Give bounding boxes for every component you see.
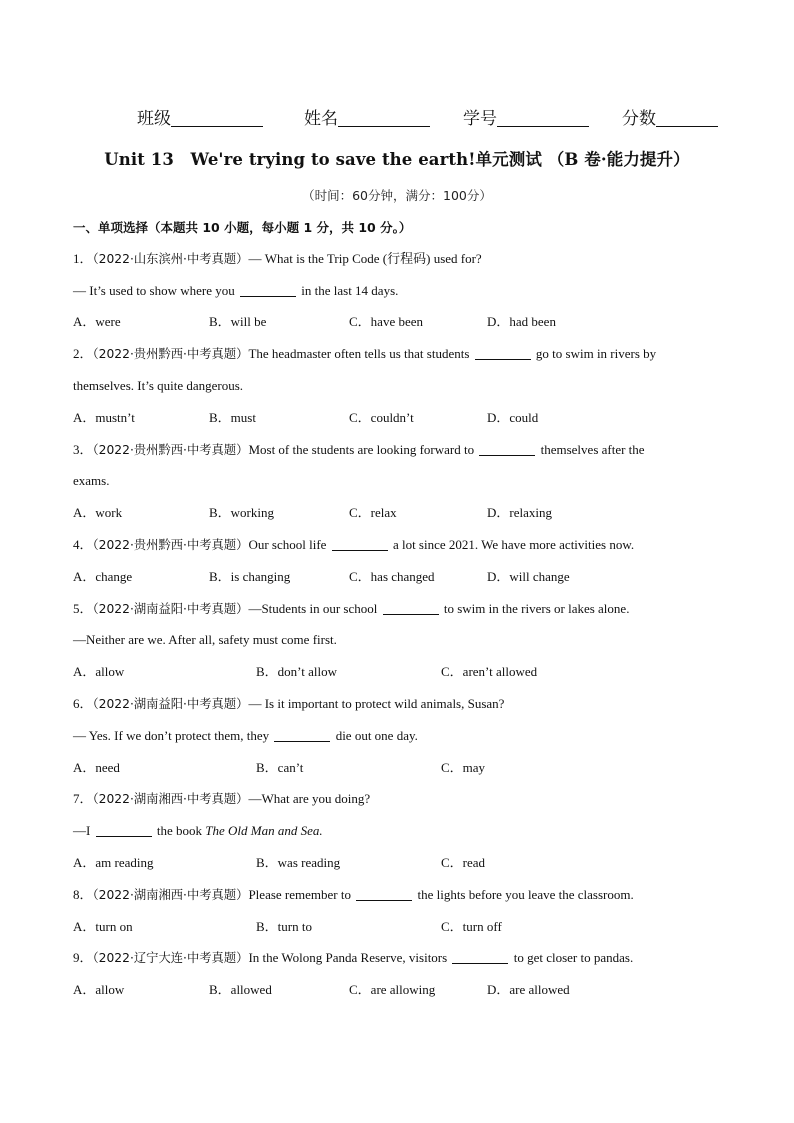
question-9-option-a[interactable]: A．allow (73, 982, 125, 997)
question-2-option-b[interactable]: B．must (209, 410, 256, 425)
question-1-option-c[interactable]: C．have been (349, 314, 424, 329)
question-6-option-b[interactable]: B．can’t (256, 760, 304, 775)
section-heading: 一、单项选择（本题共 10 小题，每小题 1 分，共 10 分。） (73, 220, 412, 235)
answer-blank[interactable] (479, 442, 535, 456)
question-4-option-b[interactable]: B．is changing (209, 569, 291, 584)
name-blank[interactable] (338, 108, 430, 127)
question-5-line2: —Neither are we. After all, safety must come first. (73, 632, 337, 647)
name-field[interactable]: 姓名 (304, 104, 430, 129)
question-5-option-b[interactable]: B．don’t allow (256, 664, 338, 679)
question-9-option-c[interactable]: C．are allowing (349, 982, 436, 997)
score-field[interactable]: 分数 (622, 104, 718, 129)
question-5-option-c[interactable]: C．aren’t allowed (441, 664, 538, 679)
question-2-line2: themselves. It’s quite dangerous. (73, 378, 244, 393)
question-4-stem: 4．（2022·贵州黔西·中考真题）Our school life a lot since 2021. We have more activities now. (73, 537, 635, 552)
question-2-option-a[interactable]: A．mustn’t (73, 410, 135, 425)
question-6-option-a[interactable]: A．need (73, 760, 120, 775)
question-3-option-d[interactable]: D．relaxing (487, 505, 552, 520)
answer-blank[interactable] (274, 728, 330, 742)
answer-blank[interactable] (475, 346, 531, 360)
answer-blank[interactable] (96, 823, 152, 837)
question-6-line2: — Yes. If we don’t protect them, they die out one day. (73, 728, 418, 743)
answer-blank[interactable] (240, 283, 296, 297)
question-7-option-c[interactable]: C．read (441, 855, 486, 870)
question-8-option-b[interactable]: B．turn to (256, 919, 312, 934)
question-2-stem: 2．（2022·贵州黔西·中考真题）The headmaster often tells us that students go to swim in rivers by (73, 346, 657, 361)
question-4-option-d[interactable]: D．will change (487, 569, 570, 584)
page-title: Unit 13 We're trying to save the earth!单元测试 （B 卷·能力提升） (104, 150, 690, 169)
answer-blank[interactable] (332, 537, 388, 551)
question-6-stem: 6．（2022·湖南益阳·中考真题）— Is it important to protect wild animals, Susan? (73, 696, 505, 711)
question-1-option-d[interactable]: D．had been (487, 314, 556, 329)
class-blank[interactable] (171, 108, 263, 127)
question-5-stem: 5．（2022·湖南益阳·中考真题）—Students in our school to swim in the rivers or lakes alone. (73, 601, 630, 616)
question-3-stem: 3．（2022·贵州黔西·中考真题）Most of the students are looking forward to themselves after the (73, 442, 645, 457)
question-7-stem: 7．（2022·湖南湘西·中考真题）—What are you doing? (73, 791, 371, 806)
answer-blank[interactable] (452, 950, 508, 964)
question-2-option-d[interactable]: D．could (487, 410, 539, 425)
student-id-blank[interactable] (497, 108, 589, 127)
question-4-option-a[interactable]: A．change (73, 569, 133, 584)
exam-time-info: （时间：60分钟，满分：100分） (302, 188, 492, 203)
score-blank[interactable] (656, 108, 718, 127)
question-8-stem: 8．（2022·湖南湘西·中考真题）Please remember to the lights before you leave the classroom. (73, 887, 634, 902)
class-field[interactable]: 班级 (137, 104, 263, 129)
question-1-stem: 1．（2022·山东滨州·中考真题）— What is the Trip Code (行程码) used for? (73, 251, 482, 266)
question-8-option-a[interactable]: A．turn on (73, 919, 133, 934)
question-1-option-a[interactable]: A．were (73, 314, 121, 329)
question-8-option-c[interactable]: C．turn off (441, 919, 502, 934)
answer-blank[interactable] (383, 601, 439, 615)
answer-blank[interactable] (356, 887, 412, 901)
question-3-option-a[interactable]: A．work (73, 505, 123, 520)
question-9-option-b[interactable]: B．allowed (209, 982, 272, 997)
question-9-stem: 9．（2022·辽宁大连·中考真题）In the Wolong Panda Reserve, visitors to get closer to pandas. (73, 950, 634, 965)
question-1-line2: — It’s used to show where you in the last 14 days. (73, 283, 399, 298)
book-title: The Old Man and Sea. (205, 823, 323, 838)
question-3-option-c[interactable]: C．relax (349, 505, 397, 520)
question-1-option-b[interactable]: B．will be (209, 314, 267, 329)
question-7-option-b[interactable]: B．was reading (256, 855, 341, 870)
question-4-option-c[interactable]: C．has changed (349, 569, 435, 584)
question-3-option-b[interactable]: B．working (209, 505, 275, 520)
question-7-line2: —I the book The Old Man and Sea. (73, 823, 323, 838)
question-3-line2: exams. (73, 473, 110, 488)
student-id-field[interactable]: 学号 (463, 104, 589, 129)
question-6-option-c[interactable]: C．may (441, 760, 486, 775)
question-9-option-d[interactable]: D．are allowed (487, 982, 570, 997)
question-7-option-a[interactable]: A．am reading (73, 855, 154, 870)
question-2-option-c[interactable]: C．couldn’t (349, 410, 414, 425)
question-5-option-a[interactable]: A．allow (73, 664, 125, 679)
